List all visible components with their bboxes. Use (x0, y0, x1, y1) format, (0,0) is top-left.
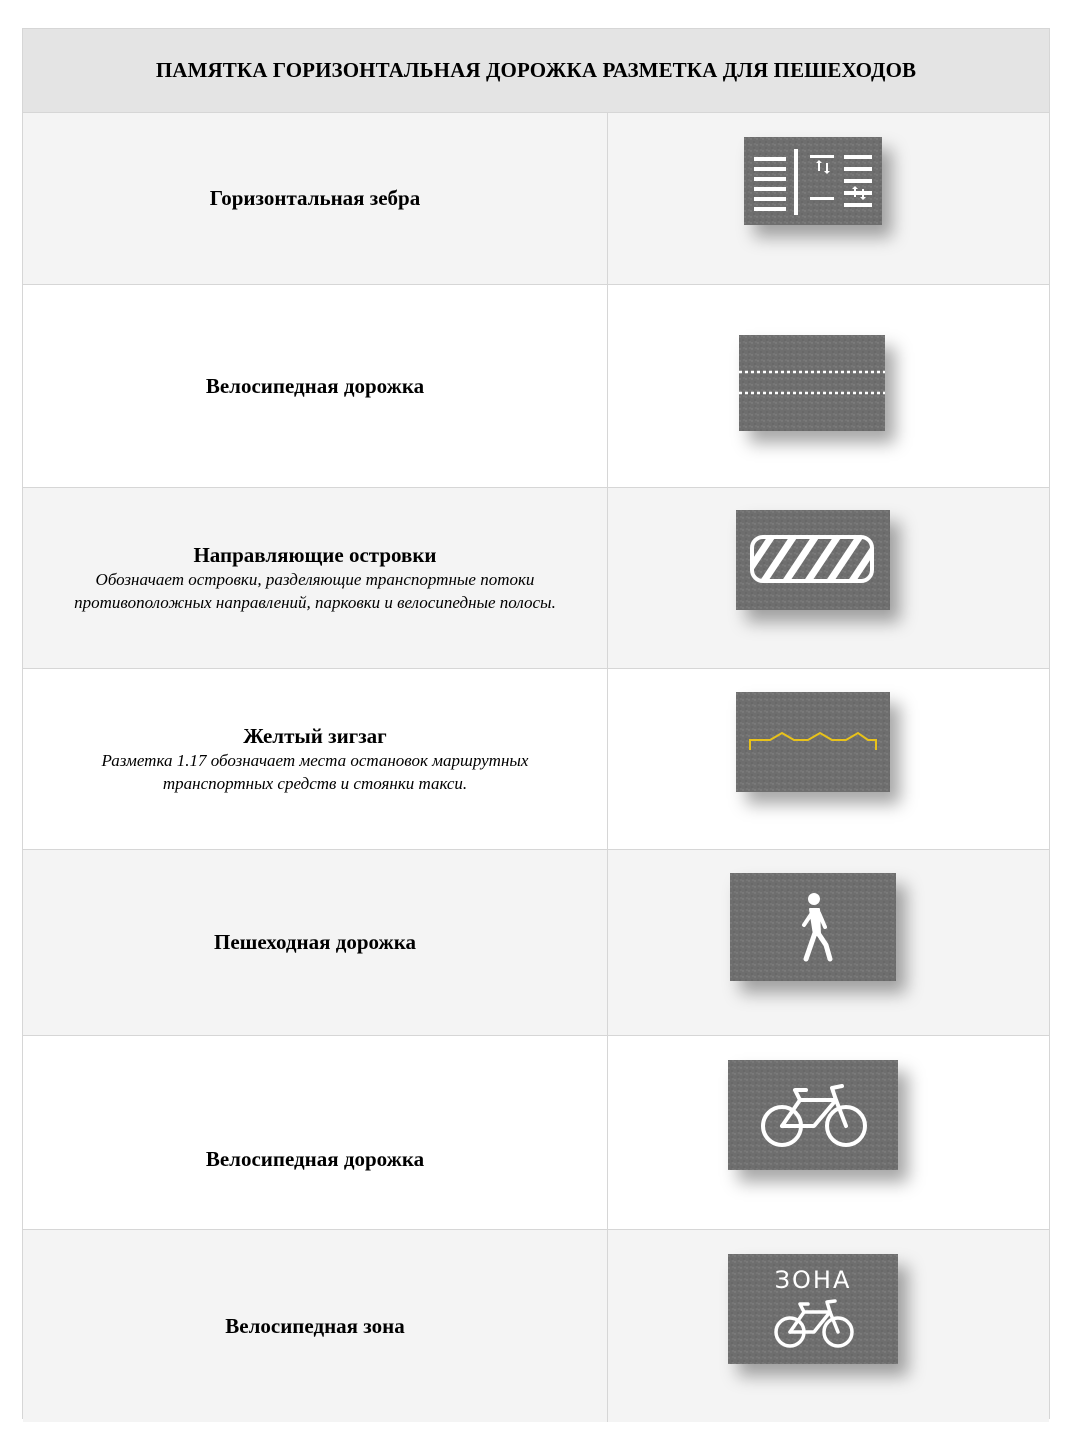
tile-zone-label: ЗОНА (774, 1266, 852, 1294)
table-row (23, 488, 1049, 669)
row-title: Велосипедная дорожка (205, 373, 425, 398)
row-label-cell (23, 113, 608, 284)
table-row (23, 113, 1049, 285)
row-image-cell (608, 669, 1049, 849)
table-row (23, 1036, 1049, 1230)
memo-table (22, 28, 1050, 1419)
row-image-cell (608, 1036, 1049, 1229)
row-image-cell (608, 488, 1049, 668)
row-title: Пешеходная дорожка (213, 930, 416, 954)
table-row (23, 1230, 1049, 1422)
row-label-cell (23, 285, 608, 487)
row-image-cell (608, 285, 1049, 487)
row-label-cell (23, 669, 608, 849)
row-description: Разметка 1.17 обозначает места остановок маршрутных транспортных средств и стоянки такси. (101, 750, 529, 793)
row-label-cell (23, 1230, 608, 1422)
row-title: Желтый зигзаг (243, 723, 387, 748)
row-label-cell (23, 1036, 608, 1229)
pedestrian-icon (730, 873, 896, 981)
bicycle-zone-icon (728, 1254, 898, 1364)
table-header (23, 29, 1049, 113)
bicycle-icon (728, 1060, 898, 1170)
row-image-cell (608, 850, 1049, 1035)
row-title: Велосипедная зона (225, 1313, 405, 1338)
row-image-cell (608, 1230, 1049, 1422)
page-title: ПАМЯТКА ГОРИЗОНТАЛЬНАЯ ДОРОЖКА РАЗМЕТКА ДЛЯ ПЕШЕХОДОВ (155, 58, 917, 82)
row-title: Направляющие островки (193, 542, 437, 567)
table-row (23, 669, 1049, 850)
dotted-lane-lines-icon (739, 335, 885, 431)
row-description: Обозначает островки, разделяющие транспортные потоки противоположных направлений, парковки и велосипедные полосы. (74, 569, 556, 612)
table-row (23, 285, 1049, 488)
table-row (23, 850, 1049, 1036)
row-label-cell (23, 488, 608, 668)
row-image-cell (608, 113, 1049, 284)
row-title: Горизонтальная зебра (209, 186, 421, 210)
hatched-island-icon (736, 510, 890, 610)
zebra-crossing-marking-icon (744, 137, 882, 225)
row-title: Велосипедная дорожка (205, 1147, 425, 1171)
yellow-zigzag-icon (736, 692, 890, 792)
row-label-cell (23, 850, 608, 1035)
